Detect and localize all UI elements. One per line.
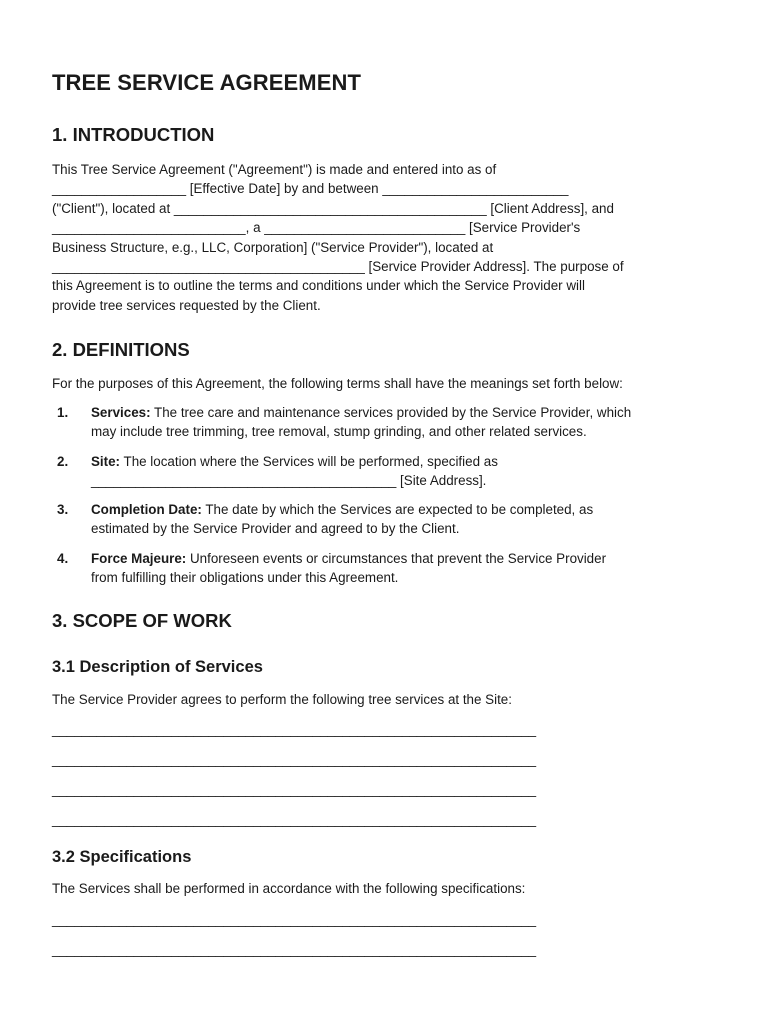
definition-text: Unforeseen events or circumstances that prevent the Service Provider [186,551,607,566]
specifications-intro [52,879,724,898]
definitions-intro-text: For the purposes of this Agreement, the following terms shall have the meanings set forth below: [52,376,623,391]
document-title: TREE SERVICE AGREEMENT [52,70,362,95]
subsection-heading-specifications: 3.2 Specifications [52,848,192,866]
introduction-line: __________________________________________ [Service Provider Address]. The purpose of [52,259,624,275]
list-number: 4. [57,551,69,566]
definition-term: Site: [91,454,121,469]
section-heading-scope-of-work: 3. SCOPE OF WORK [52,610,232,631]
definition-text: may include tree trimming, tree removal, stump grinding, and other related services. [91,424,587,440]
section-heading-definitions: 2. DEFINITIONS [52,339,190,360]
introduction-line: __________________________, a ___________________________ [Service Provider's [52,220,581,236]
definition-text: estimated by the Service Provider and agreed to by the Client. [91,521,460,537]
introduction-line: provide tree services requested by the Client. [52,297,321,313]
description-intro-text: The Service Provider agrees to perform the following tree services at the Site: [52,692,512,707]
definition-text: _________________________________________ [Site Address]. [91,473,487,489]
definition-term: Services: [91,405,151,420]
definition-term: Completion Date: [91,502,202,517]
specifications-intro-text: The Services shall be performed in accordance with the following specifications: [52,881,526,896]
definition-text: The tree care and maintenance services provided by the Service Provider, which [150,405,632,420]
introduction-paragraph [52,160,724,315]
fill-in-line[interactable]: _________________________________________________________________ [52,722,537,737]
fill-in-line[interactable]: _________________________________________________________________ [52,752,537,767]
list-number: 1. [57,405,69,420]
fill-in-line[interactable]: _________________________________________________________________ [52,812,537,827]
subsection-heading-description: 3.1 Description of Services [52,658,263,676]
introduction-line: This Tree Service Agreement ("Agreement") is made and entered into as of [52,162,497,177]
fill-in-line[interactable]: _________________________________________________________________ [52,782,537,797]
definition-text: The location where the Services will be performed, specified as [120,454,498,469]
definition-text: The date by which the Services are expected to be completed, as [201,502,594,517]
introduction-line: Business Structure, e.g., LLC, Corporation] ("Service Provider"), located at [52,239,494,255]
section-heading-introduction: 1. INTRODUCTION [52,124,215,145]
definition-text: from fulfilling their obligations under this Agreement. [91,570,399,586]
definition-term: Force Majeure: [91,551,187,566]
description-intro [52,690,724,709]
introduction-line: ("Client"), located at __________________________________________ [Client Address], and [52,200,614,216]
fill-in-line[interactable]: _________________________________________________________________ [52,912,537,927]
introduction-line: this Agreement is to outline the terms and conditions under which the Service Provider will [52,278,585,294]
definitions-intro [52,374,724,393]
list-number: 3. [57,502,69,517]
introduction-line: __________________ [Effective Date] by and between _________________________ [52,181,569,197]
fill-in-line[interactable]: _________________________________________________________________ [52,942,537,957]
list-number: 2. [57,454,69,469]
